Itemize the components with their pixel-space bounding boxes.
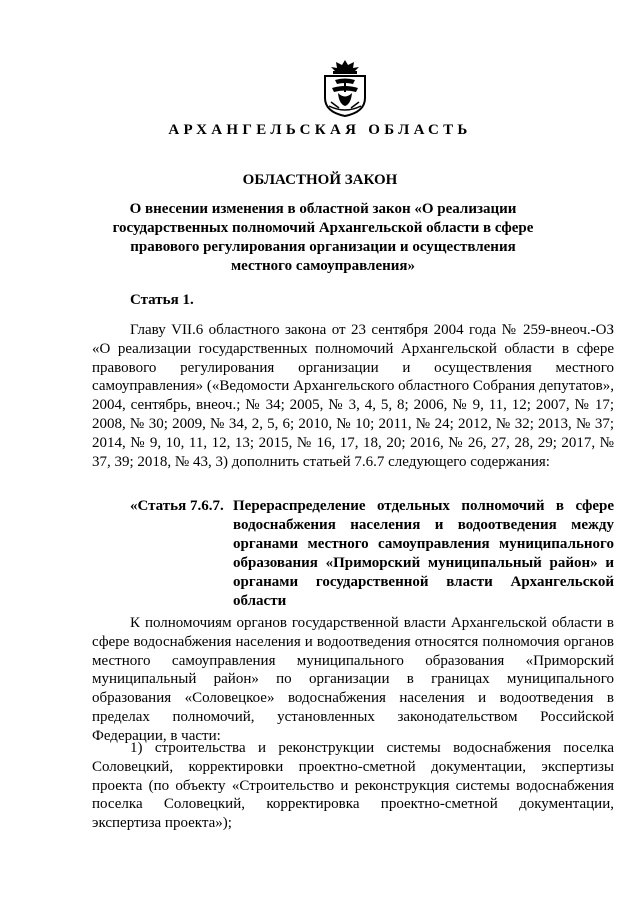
article-7-6-7-label: «Статья 7.6.7. [130,498,224,514]
article-7-6-7-paragraph-1 [92,614,614,746]
document-title: О внесении изменения в областной закон «О реализации государственных полномочий Архангельской области в сфере правового регулирования организации и осуществления местного самоуправления» [112,201,534,274]
document-type: ОБЛАСТНОЙ ЗАКОН [242,172,398,188]
region-name: АРХАНГЕЛЬСКАЯ ОБЛАСТЬ [168,122,472,138]
article-7-6-7-title: Перераспределение отдельных полномочий в сфере водоснабжения населения и водоотведения между органами местного самоуправления муниципального образования «Приморский муниципальный район» и органами государственной власти Архангельской области [233,498,614,609]
article-1-heading: Статья 1. [130,292,194,308]
article-1-text: Главу VII.6 областного закона от 23 сентября 2004 года № 259-внеоч.-ОЗ «О реализации государственных полномочий Архангельской области в сфере правового регулирования организации и осуществления местного самоуправления» («Ведомости Архангельского областного Собрания депутатов», 2004, сентябрь, внеоч.; № 34; 2005, № 3, 4, 5, 8; 2006, № 9, 11, 12; 2007, № 17; 2008, № 30; 2009, № 34, 2, 5, 6; 2010, № 10; 2011, № 24; 2012, № 32; 2013, № 37; 2014, № 9, 10, 11, 12, 13; 2015, № 16, 17, 18, 20; 2016, № 26, 27, 28, 29; 2017, № 37, 39; 2018, № 43, 3) дополнить статьей 7.6.7 следующего содержания: [92,322,614,470]
article-7-6-7-text-2: 1) строительства и реконструкции системы водоснабжения поселка Соловецкий, корректировки проектно-сметной документации, экспертизы проекта (по объекту «Строительство и реконструкция системы водоснабжения поселка Соловецкий, корректировка проектно-сметной документации, экспертиза проекта»); [92,740,614,832]
article-7-6-7-paragraph-2 [92,739,614,833]
article-1-paragraph [92,321,614,471]
coat-of-arms-icon [321,58,369,118]
article-7-6-7-text-1: К полномочиям органов государственной власти Архангельской области в сфере водоснабжения населения и водоотведения относятся полномочия органов местного самоуправления муниципального образования «Приморский муниципальный район» по организации в границах муниципального образования «Соловецкое» водоснабжения населения и водоотведения в пределах полномочий, установленных законодательством Российской Федерации, в части: [92,615,614,744]
